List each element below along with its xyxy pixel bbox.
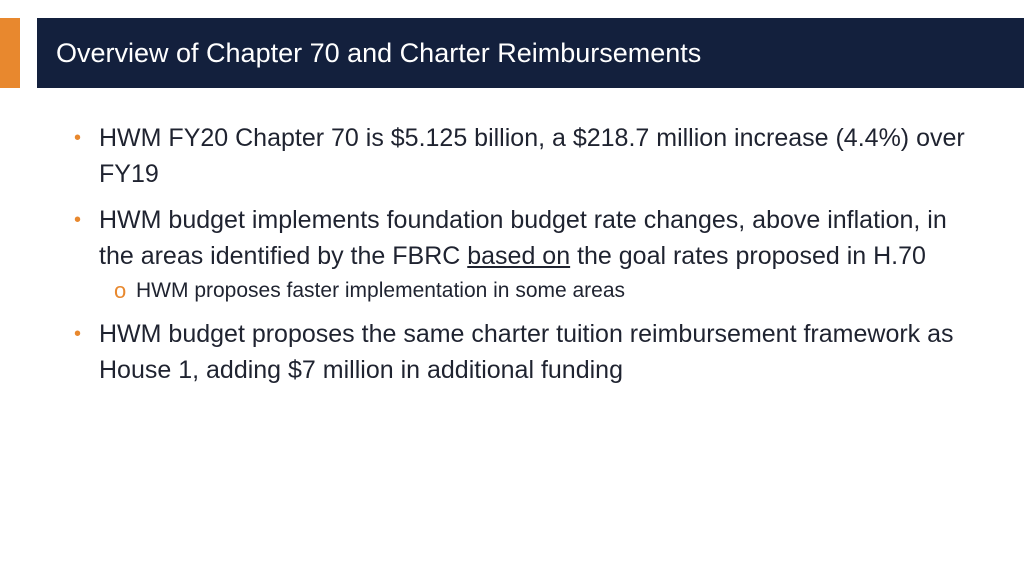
bullet-item <box>70 202 970 274</box>
slide-title: Overview of Chapter 70 and Charter Reimbursements <box>56 37 702 68</box>
title-bar <box>37 18 1024 88</box>
bullet-item <box>70 120 970 192</box>
bullet-item <box>70 316 970 388</box>
underlined-text: based on <box>467 242 571 270</box>
bullet-icon: • <box>74 209 82 231</box>
slide-content <box>70 120 970 398</box>
bullet-text <box>99 202 970 274</box>
bullet-text-part: the goal rates proposed in H.70 <box>570 242 926 270</box>
bullet-text-part: HWM budget implements foundation budget rate changes, above inflation, in the areas identified by the FBRC <box>99 206 947 270</box>
bullet-text: HWM budget proposes the same charter tuition reimbursement framework as House 1, adding $7 million in additional funding <box>99 320 954 384</box>
bullet-text: HWM FY20 Chapter 70 is $5.125 billion, a $218.7 million increase (4.4%) over FY19 <box>99 124 965 188</box>
bullet-icon: • <box>74 323 82 345</box>
sub-bullet-text: HWM proposes faster implementation in some areas <box>136 279 626 302</box>
bullet-icon: • <box>74 127 82 149</box>
sub-bullet-icon: o <box>114 278 127 303</box>
title-accent-bar <box>0 18 20 88</box>
sub-bullet-item <box>114 276 970 306</box>
